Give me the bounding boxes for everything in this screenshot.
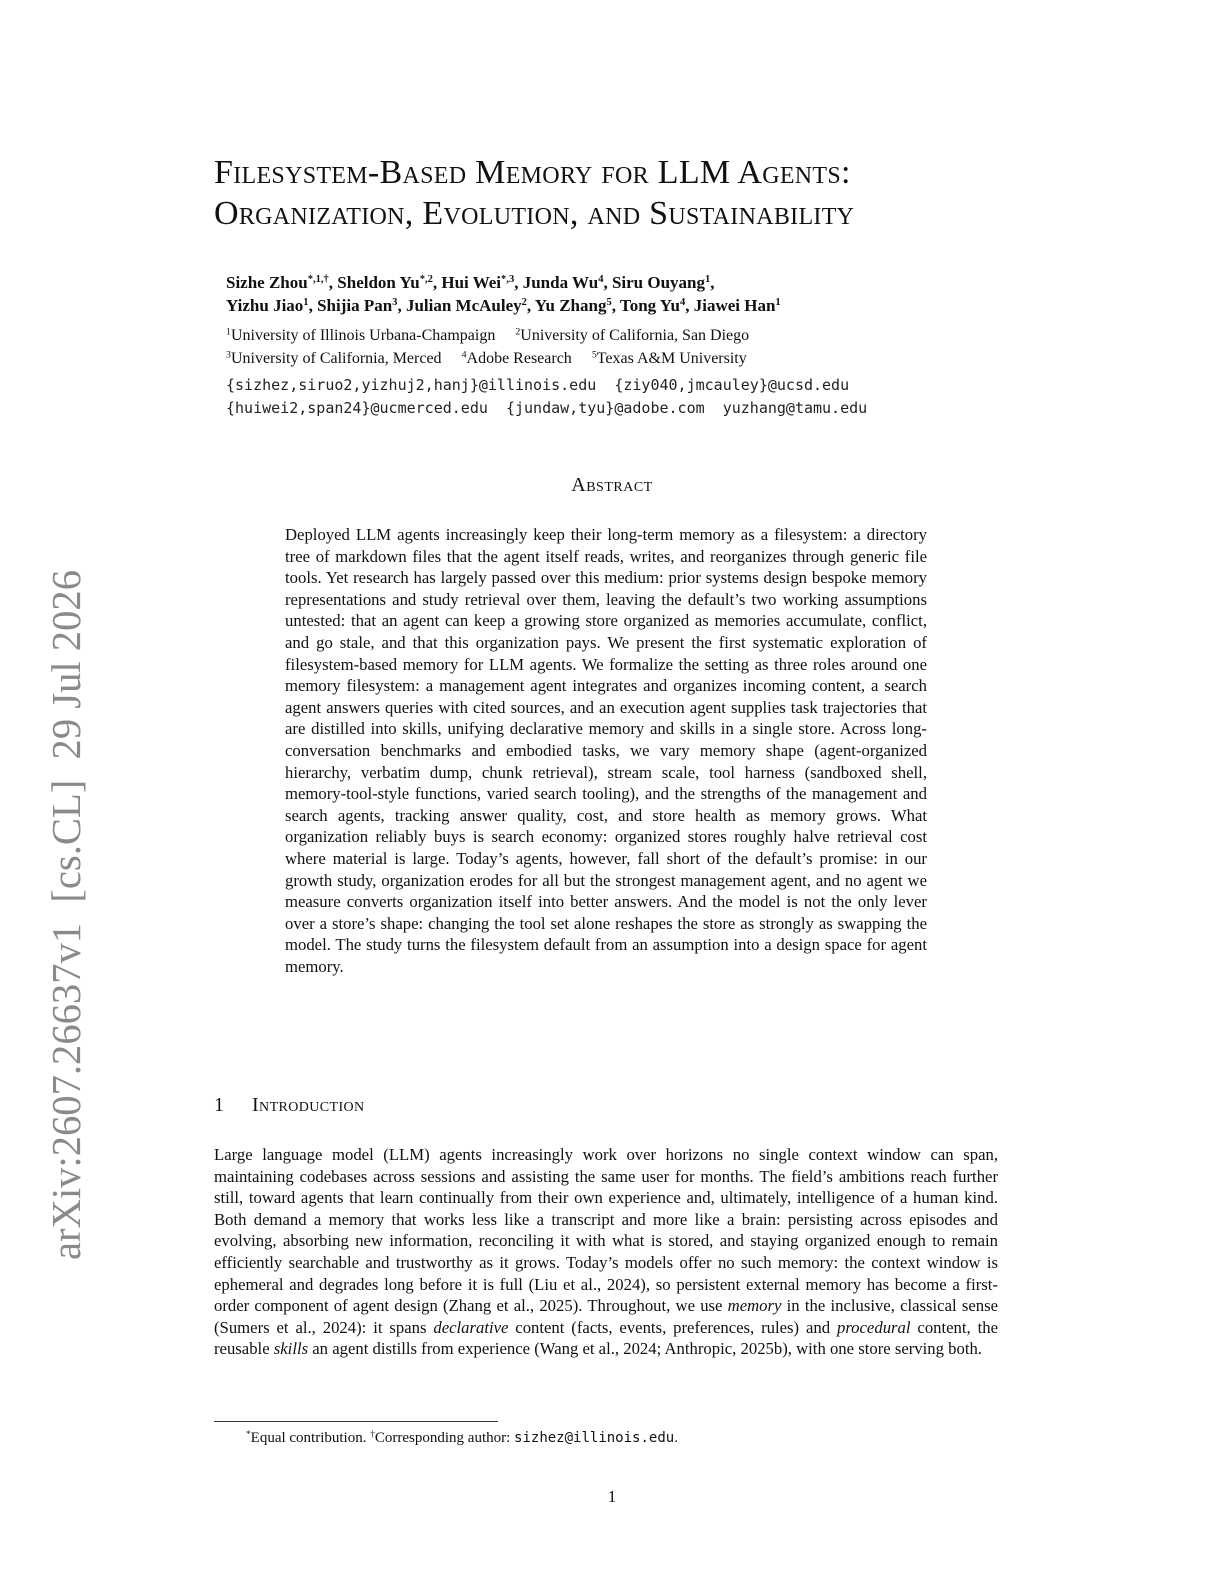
author-affil-mark: *,1,† [307, 274, 329, 286]
author-name: Yizhu Jiao [226, 296, 304, 315]
affil-mark: 1 [226, 326, 231, 338]
author-affil-mark: 1 [303, 297, 309, 309]
author-name: Tong Yu [619, 296, 680, 315]
author-name: Jiawei Han [693, 296, 776, 315]
footnote-text: . [674, 1430, 678, 1446]
author-affil-mark: 2 [521, 297, 527, 309]
intro-text: in the inclusive, classical sense (Sumers et al., 2024): it spans [214, 1296, 998, 1337]
affiliation: University of California, San Diego [520, 327, 750, 344]
paper-title-line-1: Filesystem-Based Memory for LLM Agents: [214, 154, 851, 191]
abstract-heading: Abstract [571, 474, 653, 496]
author-name: Shijia Pan [317, 296, 393, 315]
author-affil-mark: 1 [775, 297, 781, 309]
author-affil-mark: *,3 [501, 274, 515, 286]
author-separator: , [432, 273, 442, 292]
author-separator: , [397, 296, 406, 315]
email-line-2[interactable]: {huiwei2,span24}@ucmerced.edu {jundaw,tyu}@adobe.com yuzhang@tamu.edu [226, 399, 868, 417]
author-affil-mark: 4 [679, 297, 686, 309]
intro-text: Large language model (LLM) agents increasingly work over horizons no single context window can span, maintaining codebases across sessions and assisting the same user for months. The field’s ambitions reach further still, toward agents that learn continually from their own experience and, ultimately, intelligence of a human kind. Both demand a memory that works less like a transcript and more like a brain: persisting across episodes and evolving, absorbing new information, reconciling it with what is stored, and staying organized enough to remain efficiently searchable and trustworthy as it grows. Today’s models offer no such memory: the context window is ephemeral and degrades long before it is full (Liu et al., 2024), so persistent external memory has become a first-order component of agent design (Zhang et al., 2025). Throughout, we use [214, 1145, 998, 1316]
affil-mark: 2 [515, 326, 521, 338]
author-separator: , [611, 296, 620, 315]
author-name: Junda Wu [522, 273, 599, 292]
paper-title [214, 152, 1014, 234]
affil-mark: 3 [226, 349, 231, 361]
author-list [226, 271, 1026, 317]
author-separator: , [328, 273, 338, 292]
arxiv-stamp-text: arXiv:2607.26637v1 [cs.CL] 29 Jul 2026 [43, 563, 89, 1260]
email-line-1[interactable]: {sizhez,siruo2,yizhuj2,hanj}@illinois.edu {ziy040,jmcauley}@ucsd.edu [226, 376, 850, 394]
intro-text: an agent distills from experience (Wang et al., 2024; Anthropic, 2025b), with one store serving both. [308, 1339, 982, 1359]
footnote-mark: † [370, 1429, 375, 1440]
corresponding-email[interactable]: sizhez@illinois.edu [514, 1430, 675, 1446]
intro-emphasis: declarative [433, 1317, 509, 1337]
affil-mark: 5 [591, 349, 597, 361]
affiliation: Adobe Research [466, 350, 572, 367]
intro-emphasis: memory [727, 1296, 782, 1316]
paper-title-line-2: Organization, Evolution, and Sustainability [214, 195, 855, 232]
author-name: Yu Zhang [534, 296, 607, 315]
arxiv-identifier-stamp [8, 560, 108, 1280]
introduction-paragraph [214, 1144, 998, 1360]
intro-text: content (facts, events, preferences, rules) and [508, 1317, 837, 1337]
affiliation: University of Illinois Urbana-Champaign [230, 327, 496, 344]
footnote-text: Corresponding author: [374, 1430, 515, 1446]
author-name: Siru Ouyang [611, 273, 706, 292]
author-separator: , [308, 296, 318, 315]
author-separator: , [514, 273, 523, 292]
footnote-divider [214, 1421, 498, 1422]
section-heading-introduction [214, 1094, 365, 1117]
section-number: 1 [214, 1094, 224, 1116]
affiliation-line-1 [226, 324, 1026, 347]
affiliation-list [226, 324, 1026, 370]
page-number: 1 [607, 1487, 617, 1506]
author-affil-mark: 5 [606, 297, 612, 309]
author-line-2 [226, 294, 1026, 317]
author-emails [226, 374, 1026, 420]
author-separator: , [710, 273, 715, 292]
author-separator: , [603, 273, 612, 292]
section-title: Introduction [252, 1094, 365, 1116]
author-name: Hui Wei [441, 273, 502, 292]
author-name: Sizhe Zhou [226, 273, 308, 292]
author-name: Julian McAuley [405, 296, 522, 315]
footnote [246, 1428, 678, 1448]
author-affil-mark: 4 [598, 274, 604, 286]
author-affil-mark: *,2 [419, 274, 433, 286]
intro-text: content, the reusable [214, 1317, 998, 1359]
author-affil-mark: 1 [705, 274, 711, 286]
author-separator: , [526, 296, 535, 315]
abstract-text: Deployed LLM agents increasingly keep their long-term memory as a filesystem: a directory tree of markdown files that the agent itself reads, writes, and reorganizes through generic file tools. Yet research has largely passed over this medium: prior systems design bespoke memory representations and study retrieval over them, leaving the default’s two working assumptions untested: that an agent can keep a growing store organized as memories accumulate, conflict, and go stale, and that this organization pays. We present the first systematic exploration of filesystem-based memory for LLM agents. We formalize the setting as three roles around one memory filesystem: a management agent integrates and organizes incoming content, a search agent answers queries with cited sources, and an execution agent supplies task trajectories that are distilled into skills, unifying declarative memory and skills in a single store. Across long-conversation benchmarks and embodied tasks, we vary memory shape (agent-organized hierarchy, verbatim dump, chunk retrieval), stream scale, tool harness (sandboxed shell, memory-tool-style functions, varied search tooling), and the strengths of the management and search agents, tracking answer quality, cost, and store health as memory grows. What organization reliably buys is search economy: organized stores roughly halve retrieval cost where material is large. Today’s agents, however, fall short of the default’s promise: in our growth study, organization erodes for all but the strongest management agent, and no agent we measure converts organization itself into better answers. And the model is not the only lever over a store’s shape: changing the tool set alone reshapes the store as strongly as swapping the model. The study turns the filesystem default from an assumption into a design space for agent memory. [285, 525, 927, 976]
affiliation-line-2 [226, 347, 1026, 370]
affiliation: University of California, Merced [230, 350, 442, 367]
author-separator: , [685, 296, 694, 315]
footnote-mark: * [246, 1429, 251, 1440]
affil-mark: 4 [461, 349, 467, 361]
author-affil-mark: 3 [392, 297, 398, 309]
intro-emphasis: procedural [836, 1317, 911, 1337]
author-name: Sheldon Yu [337, 273, 420, 292]
affiliation: Texas A&M University [596, 350, 747, 367]
footnote-text: Equal contribution. [250, 1430, 371, 1446]
intro-emphasis: skills [273, 1339, 309, 1359]
author-line-1 [226, 271, 1026, 294]
